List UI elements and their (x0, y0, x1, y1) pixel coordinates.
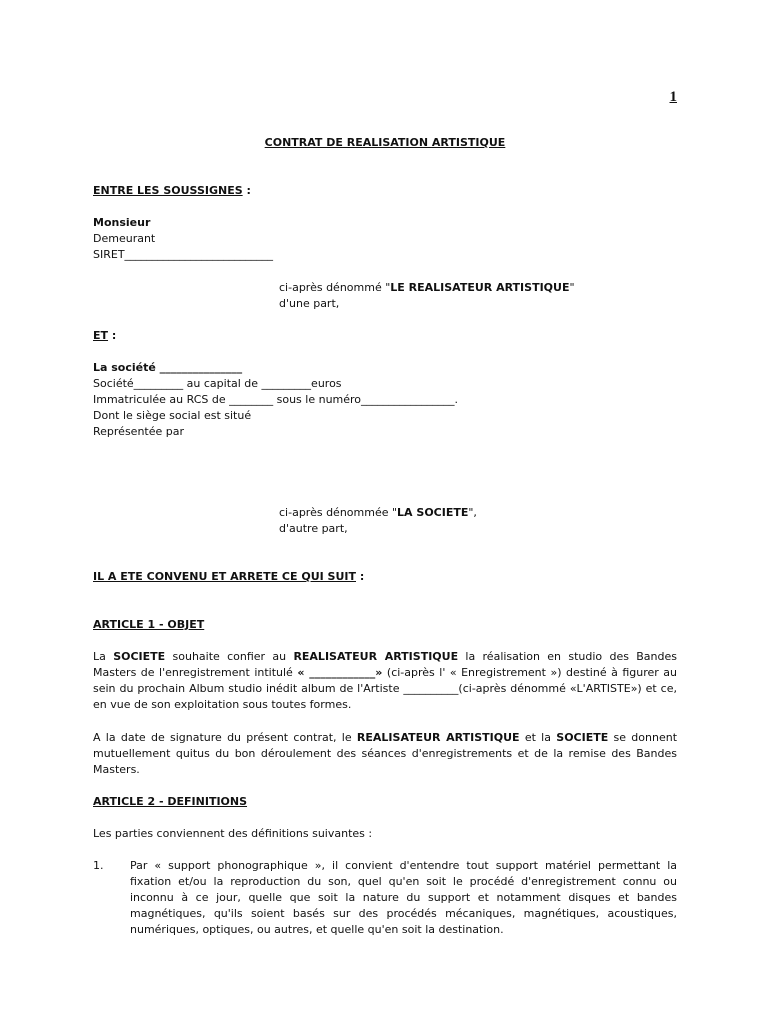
article1-p1-bold1: SOCIETE (113, 650, 166, 663)
et-heading-suffix: : (108, 329, 117, 342)
article1-p2-text3: se donnent mutuellement quitus du bon déroulement des séances d'enregistrements et de la remise des Bandes Masters. (93, 731, 678, 776)
article2-heading: ARTICLE 2 - DEFINITIONS (93, 795, 248, 808)
party2-societe: Société_________ au capital de _________euros (93, 377, 342, 390)
et-heading-text: ET (93, 329, 109, 342)
party1-designation (279, 280, 575, 296)
party1-name: Monsieur (93, 216, 151, 229)
article1-p2-text2: et la (519, 731, 557, 744)
article1-p2-bold1: REALISATEUR ARTISTIQUE (356, 731, 520, 744)
article1-p1-text3: la réalisation en studio des Bandes Masters de l'enregistrement intitulé (93, 650, 677, 679)
party1-designation-prefix: ci-après dénommé " (279, 281, 391, 294)
definition-item-number: 1. (93, 859, 104, 872)
agreed-heading-text: IL A ETE CONVENU ET ARRETE CE QUI SUIT (93, 570, 356, 583)
party2-designation-prefix: ci-après dénommée " (279, 506, 398, 519)
page-number: 1 (669, 89, 677, 105)
et-heading (93, 328, 116, 344)
party2-part: d'autre part, (279, 522, 348, 535)
parties-heading (93, 183, 251, 199)
parties-heading-text: ENTRE LES SOUSSIGNES (93, 184, 243, 197)
article1-paragraph2 (93, 730, 677, 778)
definition-item-text: Par « support phonographique », il convient d'entendre tout support matériel permettant la fixation et/ou la reproduction du son, quel qu'en soit le procédé d'enregistrement connu ou inconnu à ce jour, quelle que soit la nature du support et notamment disques et bandes magnétiques, qu'ils soient basés sur des procédés mécaniques, magnétiques, acoustiques, numériques, optiques, ou autres, et quelle qu'en soit la destination. (130, 859, 677, 936)
party1-part: d'une part, (279, 297, 340, 310)
party2-designation (279, 505, 477, 521)
party2-name: La société _______________ (93, 361, 243, 374)
article1-p1-text2: souhaite confier au (165, 650, 294, 663)
article1-p2-bold2: SOCIETE (556, 731, 609, 744)
party1-designation-suffix: " (569, 281, 575, 294)
article1-p1-bold3: « ____________» (297, 666, 383, 679)
parties-heading-suffix: : (242, 184, 251, 197)
party2-rcs: Immatriculée au RCS de ________ sous le numéro_________________. (93, 393, 459, 406)
agreed-heading-suffix: : (356, 570, 365, 583)
article1-paragraph1 (93, 649, 677, 713)
party1-address: Demeurant (93, 232, 156, 245)
article1-p1-text1: La (93, 650, 114, 663)
article2-intro: Les parties conviennent des définitions suivantes : (93, 827, 373, 840)
article1-p2-text1: A la date de signature du présent contrat, le (93, 731, 357, 744)
party2-represent: Représentée par (93, 425, 185, 438)
article1-p1-bold2: REALISATEUR ARTISTIQUE (293, 650, 459, 663)
agreed-heading (93, 569, 364, 585)
article1-p1-text4: (ci-après l' « Enregistrement ») destiné à figurer au sein du prochain Album studio inédit album de l'Artiste __________(ci-après dénommé «L'ARTISTE») et ce, en vue de son exploitation sous toutes formes. (93, 666, 677, 711)
document-title: CONTRAT DE REALISATION ARTISTIQUE (264, 136, 506, 149)
party2-designation-suffix: ", (468, 506, 477, 519)
party1-siret: SIRET___________________________ (93, 248, 274, 261)
party2-siege: Dont le siège social est situé (93, 409, 252, 422)
article1-heading: ARTICLE 1 - OBJET (93, 618, 205, 631)
party1-designation-bold: LE REALISATEUR ARTISTIQUE (390, 281, 570, 294)
party2-designation-bold: LA SOCIETE (397, 506, 469, 519)
